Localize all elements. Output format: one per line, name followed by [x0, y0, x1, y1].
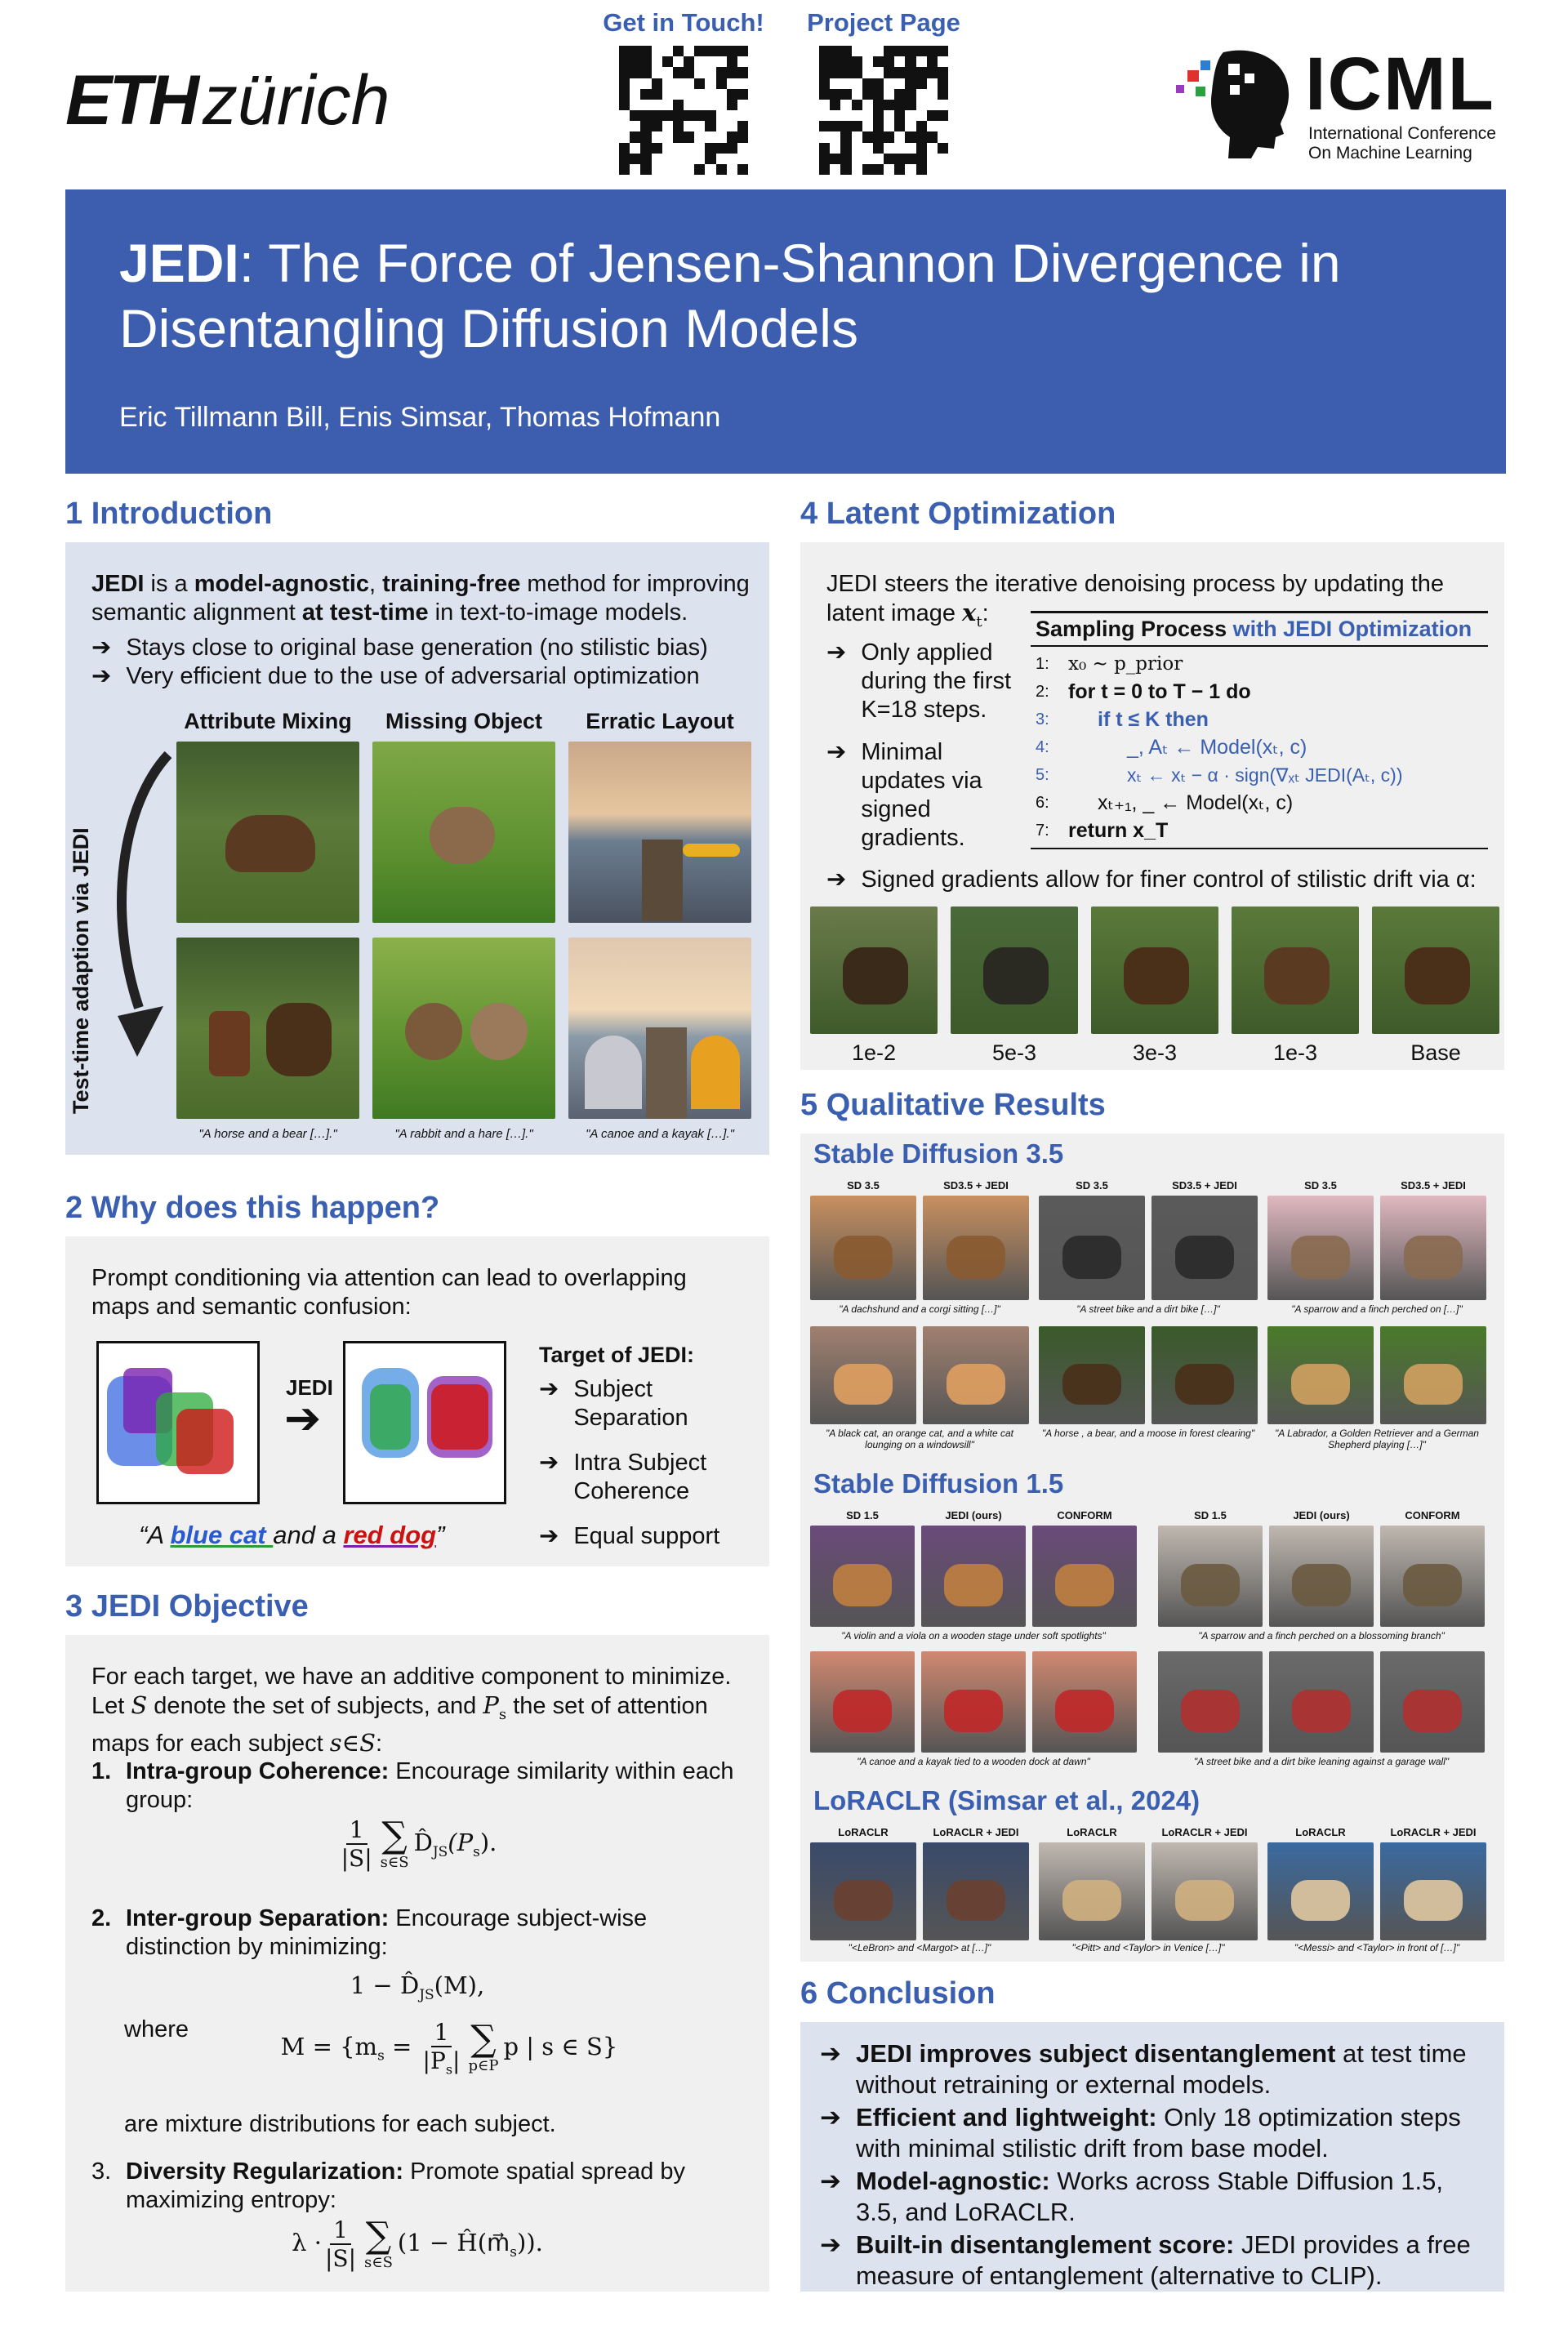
image-canoe-kayak: [568, 938, 751, 1119]
conclusion-panel: [800, 2022, 1504, 2292]
alpha-image: [810, 906, 938, 1034]
col-title-missing-object: Missing Object: [385, 709, 543, 733]
column-header: LoRACLR: [1067, 1826, 1117, 1838]
qualitative-panel: [800, 1134, 1504, 1962]
loraclr-image: [1267, 1842, 1374, 1940]
column-header: SD3.5 + JEDI: [1401, 1179, 1466, 1192]
subject-shape: [947, 1364, 1006, 1405]
column-header: LoRACLR: [838, 1826, 889, 1838]
objective-item-3: 3. Diversity Regularization: Promote spatial spread by maximizing entropy:: [91, 2158, 685, 2213]
subject-shape: [1292, 1564, 1351, 1606]
column-header: CONFORM: [1405, 1509, 1460, 1521]
equation-coherence: $\frac{1}{|S|}$ ∑ s∈S $D̂_{JS}(P_s)$.: [341, 1814, 497, 1872]
column-header: SD3.5 + JEDI: [1172, 1179, 1237, 1192]
algo-line: 4: _, Aₜ ← Model(xₜ, c): [1036, 736, 1307, 759]
column-header: SD 3.5: [1304, 1179, 1337, 1192]
curved-arrow-icon: [90, 746, 180, 1073]
mixture-text: are mixture distributions for each subject.: [124, 2111, 556, 2137]
subject-shape: [1175, 1236, 1235, 1280]
loraclr-image: [810, 1842, 916, 1940]
icml-fullname-1: International Conference: [1308, 124, 1496, 143]
algo-line: 2: for t = 0 to T − 1 do: [1036, 680, 1251, 703]
eth-zurich-logo: ETH zürich: [65, 61, 390, 140]
loraclr-image: [923, 1842, 1029, 1940]
subject-shape: [1403, 1690, 1462, 1732]
side-label: Test-time adaption via JEDI: [69, 827, 93, 1114]
section-latent-heading: 4 Latent Optimization: [800, 497, 1116, 531]
caption: "A horse , a bear, and a moose in forest clearing": [1041, 1428, 1255, 1439]
prompt-example: “A blue cat and a red dog”: [139, 1521, 445, 1549]
image-dock: [568, 742, 751, 923]
section-introduction-heading: 1 Introduction: [65, 497, 273, 531]
title-banner: [65, 189, 1506, 474]
subject-shape: [1062, 1364, 1122, 1405]
sd15-image: [1158, 1651, 1263, 1753]
qr-label-project: Project Page: [807, 8, 960, 37]
right-arrow-icon: ➔: [284, 1394, 322, 1443]
alpha-label: 5e-3: [991, 1040, 1037, 1065]
arrow-icon: ➔: [820, 2230, 841, 2259]
objective-panel: [65, 1635, 769, 2292]
arrow-icon: ➔: [826, 639, 847, 666]
attention-map-after: [343, 1341, 506, 1504]
subject-shape: [1062, 1880, 1122, 1921]
animal-shape: [1264, 947, 1330, 1004]
column-header: SD3.5 + JEDI: [943, 1179, 1009, 1192]
section-objective-heading: 3 JEDI Objective: [65, 1589, 309, 1624]
qr-code-contact-icon[interactable]: [619, 46, 748, 175]
jedi-arrow-label: JEDI: [286, 1375, 333, 1400]
algorithm-title: Sampling Process with JEDI Optimization: [1031, 613, 1488, 647]
subject-shape: [1055, 1564, 1114, 1606]
animal-shape: [1124, 947, 1189, 1004]
caption: "<LeBron> and <Margot> at […]": [848, 1942, 991, 1953]
arrow-icon: ➔: [539, 1450, 559, 1476]
icml-abbr: ICML: [1305, 42, 1495, 126]
sd35-image: [923, 1196, 1029, 1300]
sd35-image: [810, 1196, 916, 1300]
sd35-title: Stable Diffusion 3.5: [813, 1138, 1064, 1169]
subject-shape: [833, 1564, 892, 1606]
caption: "A street bike and a dirt bike […]": [1076, 1303, 1220, 1315]
sd15-image: [1269, 1651, 1374, 1753]
equation-entropy: λ · $\frac{1}{|S|}$ ∑ s∈S $(1 - Ĥ(m⃗_s))$.: [292, 2214, 543, 2272]
sd15-image: [921, 1651, 1026, 1753]
caption: "A dachshund and a corgi sitting […]": [839, 1303, 1000, 1315]
sd35-image: [810, 1326, 916, 1424]
section-why-heading: 2 Why does this happen?: [65, 1191, 440, 1225]
why-paragraph: Prompt conditioning via attention can lead to overlapping maps and semantic confusion:: [91, 1265, 687, 1320]
algo-line: 3: if t ≤ K then: [1036, 708, 1209, 731]
subject-shape: [944, 1690, 1003, 1732]
target-title: Target of JEDI:: [539, 1343, 695, 1367]
intro-bullet: ➔ Stays close to original base generation (no stilistic bias): [91, 635, 708, 661]
image-bear: [176, 742, 359, 923]
sd35-image: [1152, 1196, 1258, 1300]
caption: "<Pitt> and <Taylor> in Venice […]": [1071, 1942, 1225, 1953]
sd15-image: [1032, 1651, 1137, 1753]
arrow-icon: ➔: [820, 2167, 841, 2195]
sd15-image: [1269, 1526, 1374, 1627]
sd35-image: [923, 1326, 1029, 1424]
alpha-image: [1232, 906, 1359, 1034]
alpha-image: [951, 906, 1078, 1034]
column-header: SD 3.5: [847, 1179, 880, 1192]
subject-shape: [1291, 1364, 1351, 1405]
subject-shape: [1062, 1236, 1122, 1280]
alpha-label: 3e-3: [1132, 1040, 1178, 1065]
caption: "A street bike and a dirt bike leaning against a garage wall": [1193, 1756, 1450, 1767]
col-title-attribute-mixing: Attribute Mixing: [184, 709, 352, 733]
objective-intro: For each target, we have an additive component to minimize. Let S denote the set of subjects, and $P_s$ the set of attention maps for each subject s∈S:: [91, 1664, 732, 1757]
caption: "A sparrow and a finch perched on a blossoming branch": [1198, 1630, 1445, 1642]
conclusion-list: [820, 2038, 1490, 2292]
animal-shape: [843, 947, 908, 1004]
equation-separation: $1 - D̂_{JS}(M)$,: [350, 1971, 485, 2003]
subject-shape: [833, 1690, 892, 1732]
subject-shape: [834, 1364, 893, 1405]
section-conclusion-heading: 6 Conclusion: [800, 1976, 996, 2011]
target-item: ➔ Equal support: [539, 1523, 720, 1549]
caption: "A black cat, an orange cat, and a white cat lounging on a windowsill": [826, 1428, 1013, 1450]
target-item: ➔ Intra Subject Coherence: [539, 1450, 707, 1504]
subject-shape: [947, 1880, 1006, 1921]
caption: "<Messi> and <Taylor> in front of […]": [1294, 1942, 1460, 1953]
subject-shape: [1291, 1880, 1351, 1921]
paper-title: JEDI: The Force of Jensen-Shannon Divergence in Disentangling Diffusion Models: [119, 233, 1341, 359]
subject-shape: [1404, 1236, 1463, 1280]
sd15-title: Stable Diffusion 1.5: [813, 1468, 1064, 1499]
sd15-image: [1158, 1526, 1263, 1627]
image-horse-bear: [176, 938, 359, 1119]
icml-fullname-2: On Machine Learning: [1308, 144, 1472, 163]
caption: "A sparrow and a finch perched on […]": [1291, 1303, 1463, 1315]
arrow-icon: ➔: [826, 866, 847, 893]
authors: Eric Tillmann Bill, Enis Simsar, Thomas Hofmann: [119, 402, 721, 433]
sampling-algorithm: [1031, 611, 1488, 849]
caption: "A violin and a viola on a wooden stage under soft spotlights": [841, 1630, 1106, 1642]
sd15-image: [810, 1651, 915, 1753]
sd35-image: [1267, 1326, 1374, 1424]
equation-mixture: $M = \{m_s$ = $\frac{1}{|P_s|}$ ∑ p∈P p | s ∈ S}: [280, 2018, 618, 2078]
image-rabbit-hare: [372, 938, 555, 1119]
intro-paragraph: JEDI is a model-agnostic, training-free method for improving semantic alignment at test-time in text-to-image models.: [91, 571, 750, 626]
latent-drift-bullet: ➔ Signed gradients allow for finer control of stilistic drift via α:: [826, 866, 1477, 893]
arrow-icon: ➔: [820, 2039, 841, 2068]
qr-label-contact: Get in Touch!: [603, 8, 764, 37]
latent-bullet: ➔ Minimal updates via signed gradients.: [826, 739, 982, 851]
loraclr-image: [1039, 1842, 1145, 1940]
conclusion-item: ➔ Efficient and lightweight: Only 18 optimization steps with minimal stilistic drift from base model.: [820, 2103, 1461, 2163]
arrow-icon: ➔: [91, 663, 112, 689]
icml-head-icon: [1176, 46, 1298, 160]
subject-shape: [1404, 1880, 1463, 1921]
sd15-image: [1380, 1526, 1485, 1627]
sd35-image: [1380, 1196, 1486, 1300]
sd35-image: [1152, 1326, 1258, 1424]
why-panel: [65, 1236, 769, 1566]
subject-shape: [1292, 1690, 1351, 1732]
column-header: SD 3.5: [1076, 1179, 1108, 1192]
loraclr-image: [1380, 1842, 1486, 1940]
caption-horse-bear: "A horse and a bear […].": [198, 1127, 337, 1141]
column-header: JEDI (ours): [945, 1509, 1002, 1521]
loraclr-title: LoRACLR (Simsar et al., 2024): [813, 1785, 1200, 1815]
alpha-label: Base: [1410, 1040, 1461, 1065]
where-label: where: [124, 2016, 189, 2042]
animal-shape: [983, 947, 1049, 1004]
caption-rabbit-hare: "A rabbit and a hare […].": [394, 1127, 533, 1141]
attention-map-before: [96, 1341, 260, 1504]
sd35-image: [1267, 1196, 1374, 1300]
objective-item-2: 2. Inter-group Separation: Encourage subject-wise distinction by minimizing:: [91, 1905, 648, 1960]
sd35-image: [1380, 1326, 1486, 1424]
algo-line: 6: xₜ₊₁, _ ← Model(xₜ, c): [1036, 791, 1294, 814]
column-header: JEDI (ours): [1293, 1509, 1350, 1521]
conclusion-item: ➔ JEDI improves subject disentanglement at test time without retraining or external models.: [820, 2039, 1467, 2099]
sd15-image: [810, 1526, 915, 1627]
section-qualitative-heading: 5 Qualitative Results: [800, 1088, 1106, 1122]
column-header: SD 1.5: [1194, 1509, 1227, 1521]
arrow-icon: ➔: [820, 2103, 841, 2132]
loraclr-image: [1152, 1842, 1258, 1940]
col-title-erratic-layout: Erratic Layout: [586, 709, 734, 733]
qr-get-in-touch[interactable]: [594, 8, 773, 175]
alpha-label: 1e-2: [851, 1040, 897, 1065]
arrow-icon: ➔: [826, 739, 847, 765]
subject-shape: [834, 1236, 893, 1280]
subject-shape: [1403, 1564, 1462, 1606]
sd35-image: [1039, 1196, 1145, 1300]
conclusion-item: ➔ Model-agnostic: Works across Stable Diffusion 1.5, 3.5, and LoRACLR.: [820, 2167, 1443, 2226]
alpha-image: [1372, 906, 1499, 1034]
caption-canoe-kayak: "A canoe and a kayak […].": [586, 1127, 734, 1141]
subject-shape: [1181, 1564, 1240, 1606]
target-item: ➔ Subject Separation: [539, 1376, 688, 1431]
qr-code-project-icon[interactable]: [819, 46, 948, 175]
sd35-image: [1039, 1326, 1145, 1424]
subject-shape: [1055, 1690, 1114, 1732]
arrow-icon: ➔: [91, 635, 112, 661]
image-rabbit: [372, 742, 555, 923]
alpha-image: [1091, 906, 1218, 1034]
subject-shape: [944, 1564, 1003, 1606]
algo-line: 5: xₜ ← xₜ − α · sign(∇ₓₜ JEDI(Aₜ, c)): [1036, 764, 1403, 786]
latent-bullet: ➔ Only applied during the first K=18 steps.: [826, 639, 1012, 723]
subject-shape: [1175, 1364, 1235, 1405]
column-header: LoRACLR + JEDI: [1390, 1826, 1477, 1838]
qr-project-page[interactable]: [794, 8, 973, 175]
introduction-panel: [65, 542, 769, 1155]
column-header: SD 1.5: [846, 1509, 879, 1521]
caption: "A Labrador, a Golden Retriever and a German Shepherd playing […]": [1275, 1428, 1479, 1450]
alpha-label: 1e-3: [1272, 1040, 1318, 1065]
caption: "A canoe and a kayak tied to a wooden dock at dawn": [857, 1756, 1090, 1767]
arrow-icon: ➔: [539, 1376, 559, 1402]
latent-panel: [800, 542, 1504, 1070]
subject-shape: [947, 1236, 1006, 1280]
column-header: LoRACLR + JEDI: [1161, 1826, 1248, 1838]
intro-bullet: ➔ Very efficient due to the use of adversarial optimization: [91, 663, 700, 689]
algo-line: 1: x₀ ∼ p_prior: [1036, 653, 1183, 675]
icml-logo: [1176, 42, 1519, 163]
subject-shape: [1175, 1880, 1235, 1921]
sd15-image: [1380, 1651, 1485, 1753]
sd15-image: [921, 1526, 1026, 1627]
latent-paragraph: JEDI steers the iterative denoising process by updating the latent image $x_t$:: [826, 571, 1445, 630]
column-header: LoRACLR + JEDI: [933, 1826, 1019, 1838]
sd15-image: [1032, 1526, 1137, 1627]
arrow-icon: ➔: [539, 1523, 559, 1549]
conclusion-item: ➔ Built-in disentanglement score: JEDI provides a free measure of entanglement (alternative to CLIP).: [820, 2230, 1471, 2290]
subject-shape: [1404, 1364, 1463, 1405]
subject-shape: [1181, 1690, 1240, 1732]
subject-shape: [1291, 1236, 1351, 1280]
column-header: CONFORM: [1057, 1509, 1112, 1521]
column-header: LoRACLR: [1295, 1826, 1346, 1838]
objective-item-1: 1. Intra-group Coherence: Encourage similarity within each group:: [91, 1758, 734, 1813]
animal-shape: [1405, 947, 1470, 1004]
subject-shape: [834, 1880, 893, 1921]
algo-line: 7: return x_T: [1036, 819, 1169, 842]
